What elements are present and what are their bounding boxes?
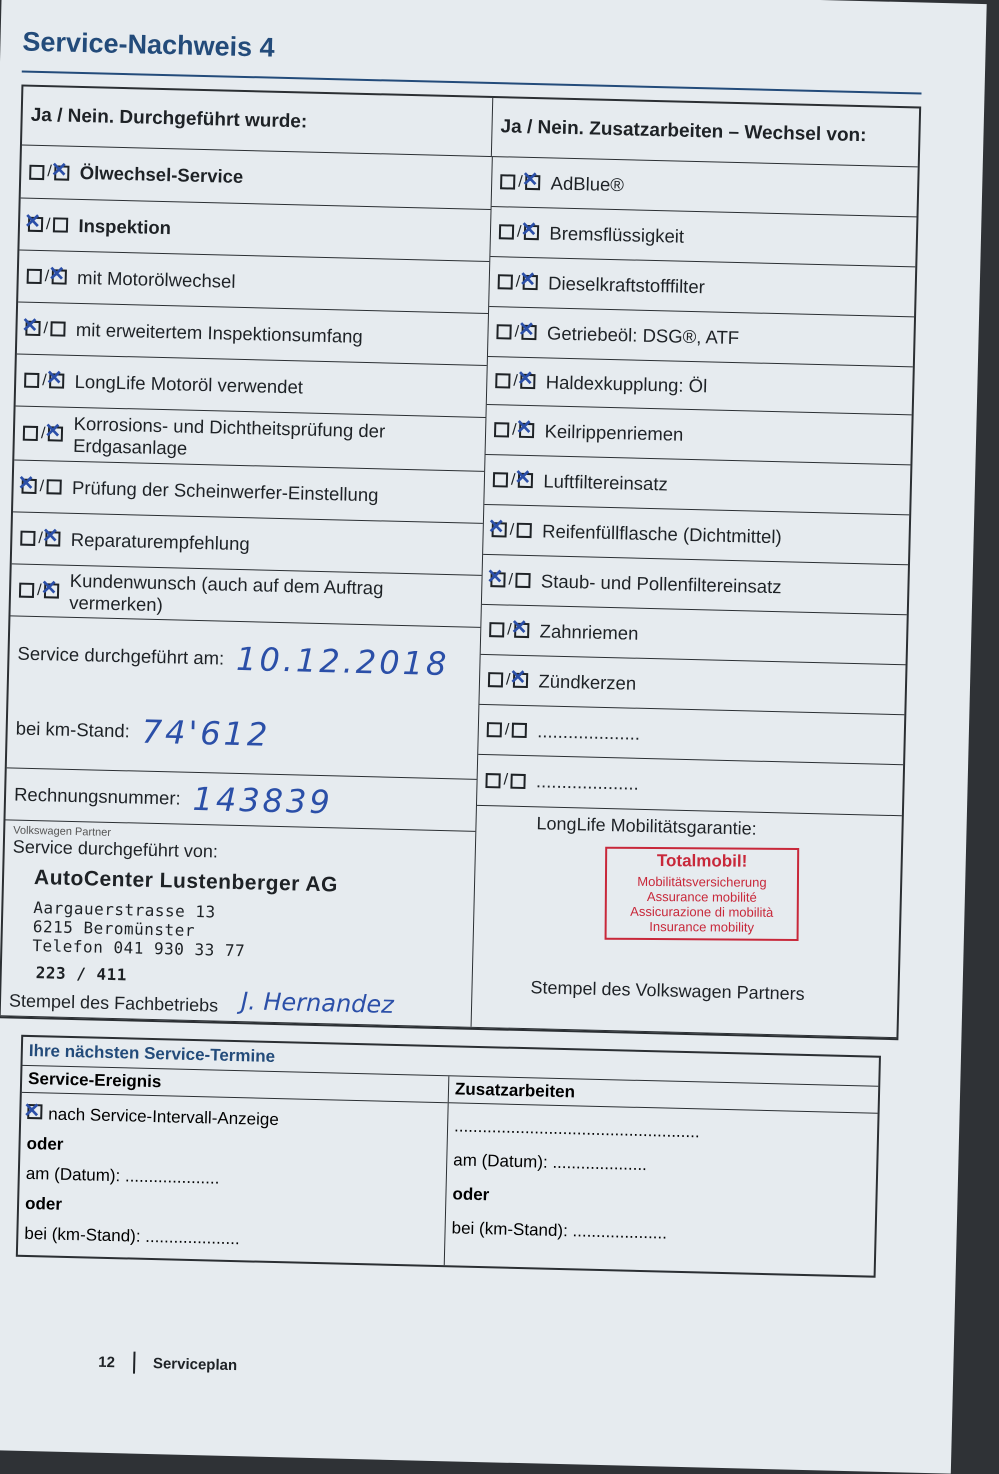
- nein-checkbox-icon[interactable]: [512, 723, 527, 738]
- slash-separator: /: [38, 529, 44, 547]
- ja-checkbox-icon[interactable]: [490, 572, 505, 587]
- left-checklist: [10, 146, 491, 627]
- workshop-label: Service durchgeführt von:: [12, 836, 219, 862]
- ja-checkbox-icon[interactable]: [28, 217, 43, 232]
- footer-divider: [133, 1352, 136, 1374]
- workshop-city: 6215 Beromünster: [32, 917, 196, 940]
- slash-separator: /: [42, 371, 47, 389]
- nein-checkbox-icon[interactable]: [519, 423, 534, 438]
- ja-checkbox-icon[interactable]: [499, 224, 514, 239]
- nein-checkbox-icon[interactable]: [51, 321, 66, 336]
- slash-separator: /: [505, 671, 511, 689]
- right-item-label: Keilrippenriemen: [544, 419, 684, 445]
- slash-separator: /: [511, 421, 517, 439]
- left-item-label: Reparaturempfehlung: [70, 528, 250, 554]
- ja-nein-checkboxes: [494, 421, 535, 440]
- right-item-label: ....................: [535, 770, 640, 794]
- ja-checkbox-icon[interactable]: [489, 622, 504, 637]
- left-item-label: mit erweitertem Inspektionsumfang: [75, 318, 363, 347]
- ja-nein-checkboxes: [490, 571, 531, 590]
- nein-checkbox-icon[interactable]: [522, 325, 537, 340]
- nein-checkbox-icon[interactable]: [52, 269, 67, 284]
- ja-nein-checkboxes: [498, 273, 539, 292]
- left-item-label: Kundenwunsch (auch auf dem Auftrag vermerken): [69, 569, 384, 615]
- nein-checkbox-icon[interactable]: [46, 531, 61, 546]
- date-label: Service durchgeführt am:: [17, 642, 225, 669]
- left-header: Ja / Nein. Durchgeführt wurde:: [22, 87, 493, 156]
- left-item-label: LongLife Motoröl verwendet: [74, 370, 304, 397]
- extra-dots[interactable]: ....................................................: [453, 1116, 700, 1142]
- interval-label: nach Service-Intervall-Anzeige: [48, 1104, 280, 1130]
- ja-checkbox-icon[interactable]: [21, 479, 36, 494]
- right-item-label: Staub- und Pollenfiltereinsatz: [540, 569, 782, 597]
- slash-separator: /: [514, 323, 520, 341]
- stamp-title: Totalmobil!: [656, 851, 748, 871]
- right-header: Ja / Nein. Zusatzarbeiten – Wechsel von:: [500, 116, 867, 147]
- ja-checkbox-icon[interactable]: [495, 373, 510, 388]
- right-item-label: Reifenfüllflasche (Dichtmittel): [541, 519, 782, 547]
- ja-checkbox-icon[interactable]: [487, 722, 502, 737]
- right-item-label: ....................: [537, 719, 641, 744]
- signature: J. Hernandez: [240, 987, 395, 1019]
- ja-nein-checkboxes: [493, 471, 534, 490]
- slash-separator: /: [515, 273, 521, 291]
- ja-nein-checkboxes: [499, 223, 540, 242]
- ja-checkbox-icon[interactable]: [25, 321, 40, 336]
- ja-checkbox-icon[interactable]: [23, 426, 38, 441]
- ja-checkbox-icon[interactable]: [488, 672, 503, 687]
- extra-date[interactable]: am (Datum): ....................: [453, 1150, 648, 1175]
- nein-checkbox-icon[interactable]: [49, 373, 64, 388]
- slash-separator: /: [509, 521, 515, 539]
- invoice-label: Rechnungsnummer:: [13, 783, 181, 809]
- ja-nein-checkboxes: [485, 771, 526, 790]
- slash-separator: /: [504, 721, 510, 739]
- slash-separator: /: [36, 581, 42, 599]
- km-row: [7, 689, 479, 778]
- right-item-label: AdBlue®: [550, 171, 625, 195]
- nein-checkbox-icon[interactable]: [517, 523, 532, 538]
- ja-nein-checkboxes: [500, 173, 541, 192]
- ja-checkbox-icon[interactable]: [492, 522, 507, 537]
- ja-nein-checkboxes: [489, 621, 530, 640]
- ja-nein-checkboxes: [496, 323, 537, 342]
- left-column: [1, 146, 493, 1027]
- nein-checkbox-icon[interactable]: [518, 473, 533, 488]
- ja-nein-checkboxes: [487, 721, 528, 740]
- slash-separator: /: [40, 424, 46, 442]
- right-item-label: Haldexkupplung: Öl: [545, 370, 708, 396]
- right-column: [472, 157, 918, 1037]
- nein-checkbox-icon[interactable]: [516, 573, 531, 588]
- ja-nein-checkboxes: [491, 521, 532, 540]
- mobility-block: [472, 805, 902, 1011]
- ja-nein-checkboxes: [19, 581, 60, 600]
- ja-checkbox-icon[interactable]: [27, 269, 42, 284]
- nein-checkbox-icon[interactable]: [523, 275, 538, 290]
- workshop-stamp-label: Stempel des Fachbetriebs: [8, 990, 219, 1016]
- ja-checkbox-icon[interactable]: [500, 174, 515, 189]
- km-value: 74'612: [141, 712, 271, 754]
- slash-separator: /: [44, 267, 50, 285]
- km-label: bei km-Stand:: [15, 717, 131, 742]
- workshop-phone: Telefon 041 930 33 77: [32, 936, 246, 961]
- stamp-line: Insurance mobility: [649, 919, 755, 935]
- slash-separator: /: [503, 771, 509, 789]
- event-km[interactable]: bei (km-Stand): ....................: [24, 1223, 240, 1249]
- event-date[interactable]: am (Datum): ....................: [25, 1163, 220, 1188]
- mobility-stamp: [605, 847, 800, 941]
- event-column: [18, 1066, 449, 1265]
- nein-checkbox-icon[interactable]: [511, 773, 526, 788]
- mobility-stamp-label: Stempel des Volkswagen Partners: [530, 977, 805, 1004]
- ja-nein-checkboxes: [24, 371, 65, 390]
- slash-separator: /: [508, 571, 514, 589]
- slash-separator: /: [39, 477, 45, 495]
- ja-checkbox-icon[interactable]: [20, 531, 35, 546]
- left-item-label: Korrosions- und Dichtheitsprüfung der Erdgasanlage: [72, 412, 386, 459]
- ja-nein-checkboxes: [21, 477, 62, 496]
- invoice-value: 143839: [192, 779, 334, 821]
- right-item-label: Luftfiltereinsatz: [543, 469, 669, 494]
- ja-checkbox-icon[interactable]: [485, 773, 500, 788]
- right-item-label: Zahnriemen: [539, 619, 639, 644]
- next-columns: [18, 1066, 878, 1276]
- left-item-label: Prüfung der Scheinwerfer-Einstellung: [71, 476, 379, 505]
- extra-header: Zusatzarbeiten: [449, 1076, 879, 1113]
- body-row: [1, 146, 918, 1039]
- left-item-label: Ölwechsel-Service: [79, 161, 244, 187]
- right-item-label: Dieselkraftstofffilter: [547, 271, 706, 297]
- ja-checkbox-icon[interactable]: [493, 472, 508, 487]
- stamp-line: Mobilitätsversicherung: [637, 873, 767, 890]
- nein-checkbox-icon[interactable]: [53, 217, 68, 232]
- ja-nein-checkboxes: [25, 319, 66, 338]
- extra-km[interactable]: bei (km-Stand): ....................: [451, 1218, 668, 1243]
- page-footer: [98, 1351, 237, 1376]
- right-checklist: [477, 157, 918, 815]
- ja-nein-checkboxes: [29, 163, 70, 182]
- slash-separator: /: [507, 621, 512, 639]
- ja-checkbox-icon[interactable]: [19, 583, 34, 598]
- date-value: 10.12.2018: [235, 639, 450, 683]
- footer-label: Serviceplan: [152, 1354, 238, 1374]
- right-item-label: Bremsflüssigkeit: [549, 221, 685, 247]
- left-item-label: mit Motorölwechsel: [76, 266, 236, 292]
- slash-separator: /: [516, 223, 522, 241]
- slash-separator: /: [513, 372, 519, 390]
- nein-checkbox-icon[interactable]: [515, 623, 530, 638]
- next-title: Ihre nächsten Service-Termine: [22, 1037, 878, 1087]
- oder-label: oder: [452, 1184, 490, 1205]
- ja-checkbox-icon[interactable]: [496, 324, 511, 339]
- page-title: Service-Nachweis 4: [22, 26, 275, 63]
- left-item-label: Inspektion: [78, 214, 172, 238]
- partner-tag: Volkswagen Partner: [13, 824, 112, 839]
- mobility-label: LongLife Mobilitätsgarantie:: [536, 813, 757, 839]
- slash-separator: /: [45, 215, 51, 233]
- slash-separator: /: [510, 471, 516, 489]
- oder-label: oder: [24, 1193, 63, 1214]
- nein-checkbox-icon[interactable]: [524, 225, 539, 240]
- workshop-name: AutoCenter Lustenberger AG: [33, 866, 339, 897]
- workshop-block: [1, 819, 476, 1026]
- workshop-code: 223 / 411: [35, 963, 128, 985]
- nein-checkbox-icon[interactable]: [525, 175, 540, 190]
- slash-separator: /: [43, 319, 49, 337]
- ja-checkbox-icon[interactable]: [494, 422, 509, 437]
- event-header: Service-Ereignis: [22, 1066, 449, 1103]
- nein-checkbox-icon[interactable]: [521, 374, 536, 389]
- ja-nein-checkboxes: [20, 529, 61, 548]
- ja-checkbox-icon[interactable]: [29, 164, 44, 179]
- right-item-label: Getriebeöl: DSG®, ATF: [546, 321, 740, 348]
- ja-nein-checkboxes: [488, 671, 529, 690]
- stamp-line: Assicurazione di mobilità: [630, 903, 774, 920]
- service-form: [8, 26, 923, 1019]
- slash-separator: /: [518, 173, 523, 191]
- ja-nein-checkboxes: [495, 372, 536, 391]
- nein-checkbox-icon[interactable]: [55, 165, 70, 180]
- slash-separator: /: [47, 163, 52, 181]
- ja-checkbox-icon[interactable]: [498, 274, 513, 289]
- ja-nein-checkboxes: [28, 215, 69, 234]
- stamp-line: Assurance mobilité: [646, 888, 757, 905]
- nein-checkbox-icon[interactable]: [48, 426, 63, 441]
- next-service-table: [16, 1035, 881, 1278]
- right-item-label: Zündkerzen: [538, 669, 637, 694]
- page-number: 12: [98, 1353, 116, 1371]
- nein-checkbox-icon[interactable]: [44, 583, 59, 598]
- event-body: [18, 1093, 448, 1265]
- workshop-street: Aargauerstrasse 13: [33, 898, 216, 922]
- date-row: [9, 615, 481, 700]
- nein-checkbox-icon[interactable]: [47, 479, 62, 494]
- ja-checkbox-icon[interactable]: [24, 373, 39, 388]
- service-grid: [0, 85, 921, 1041]
- nein-checkbox-icon[interactable]: [513, 673, 528, 688]
- extra-column: [445, 1076, 878, 1275]
- workshop-stamp: [32, 866, 467, 993]
- ja-nein-checkboxes: [23, 424, 64, 443]
- extra-body: [445, 1103, 878, 1275]
- ja-nein-checkboxes: [27, 267, 68, 286]
- oder-label: oder: [26, 1133, 64, 1154]
- checkbox-icon[interactable]: [27, 1104, 42, 1119]
